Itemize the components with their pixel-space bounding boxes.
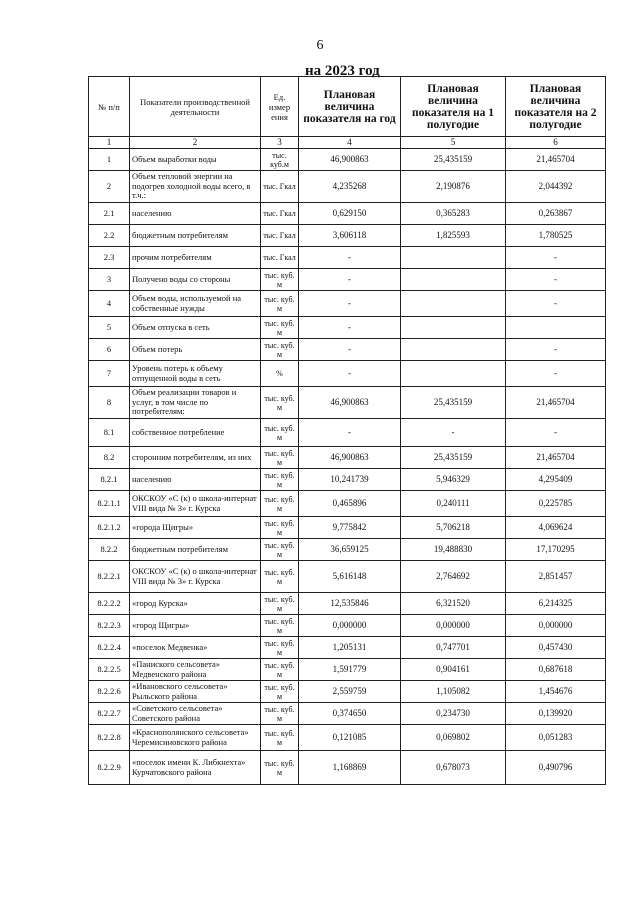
header-indicator: Показатели производственной деятельности [130,77,261,137]
row-plan-h2-value: 21,465704 [506,387,606,419]
row-number: 8.2.2.7 [89,703,130,725]
row-indicator-name: бюджетным потребителям [130,539,261,561]
row-indicator-name: бюджетным потребителям [130,225,261,247]
table-body [89,149,606,785]
row-indicator-name: «Ивановского сельсовета» Рыльского района [130,681,261,703]
column-number: 1 [89,137,130,149]
row-unit: тыс. куб.м [261,149,299,171]
row-unit: тыс. куб. м [261,659,299,681]
row-plan-h1-value: 0,365283 [401,203,506,225]
row-indicator-name: «поселок Медвенка» [130,637,261,659]
row-indicator-name: населению [130,203,261,225]
row-unit: тыс. куб. м [261,517,299,539]
row-plan-year-value: - [299,247,401,269]
row-number: 5 [89,317,130,339]
row-plan-h1-value: 0,747701 [401,637,506,659]
row-number: 8.1 [89,419,130,447]
row-indicator-name: Объем выработки воды [130,149,261,171]
row-unit: тыс. куб. м [261,703,299,725]
table-row [89,659,606,681]
row-indicator-name: ОКСКОУ «С (к) о школа-интернат VIII вида № 3» г. Курска [130,561,261,593]
row-plan-h2-value: - [506,419,606,447]
row-indicator-name: Объем тепловой энергии на подогрев холодной воды всего, в т.ч.: [130,171,261,203]
row-unit: тыс. куб. м [261,725,299,751]
row-unit: тыс. куб. м [261,637,299,659]
row-unit: тыс. куб. м [261,387,299,419]
row-plan-h1-value: 0,678073 [401,751,506,785]
row-indicator-name: «Паниского сельсовета» Медвенского района [130,659,261,681]
row-plan-year-value: 1,591779 [299,659,401,681]
row-unit: тыс. куб. м [261,419,299,447]
row-indicator-name: населению [130,469,261,491]
row-plan-h2-value: 2,044392 [506,171,606,203]
row-unit: тыс. куб. м [261,469,299,491]
row-plan-h2-value: - [506,291,606,317]
row-plan-h2-value [506,317,606,339]
row-unit: тыс. куб. м [261,491,299,517]
row-unit: тыс. куб. м [261,291,299,317]
row-plan-h1-value: 0,234730 [401,703,506,725]
row-plan-year-value: 36,659125 [299,539,401,561]
row-plan-h2-value: 4,295409 [506,469,606,491]
header-unit: Ед. измер ения [261,77,299,137]
row-plan-year-value: 12,535846 [299,593,401,615]
row-plan-h2-value: 4,069624 [506,517,606,539]
row-plan-h1-value: 0,069802 [401,725,506,751]
row-unit: % [261,361,299,387]
row-plan-h2-value: 0,000000 [506,615,606,637]
row-number: 8.2.2.5 [89,659,130,681]
row-number: 8.2.2.2 [89,593,130,615]
row-plan-year-value: 0,629150 [299,203,401,225]
row-plan-h1-value: 5,946329 [401,469,506,491]
table-row [89,593,606,615]
row-plan-h1-value: 19,488830 [401,539,506,561]
row-number: 2.3 [89,247,130,269]
row-plan-year-value: 9,775842 [299,517,401,539]
row-unit: тыс. Гкал [261,247,299,269]
header-plan-h2: Плановая величина показателя на 2 полугодие [506,77,606,137]
row-plan-year-value: - [299,361,401,387]
table-row [89,317,606,339]
row-number: 8.2.2.4 [89,637,130,659]
column-number: 6 [506,137,606,149]
row-indicator-name: «поселок имени К. Либкнехта» Курчатовского района [130,751,261,785]
row-plan-h2-value: 21,465704 [506,149,606,171]
row-unit: тыс. куб. м [261,681,299,703]
row-indicator-name: «город Курска» [130,593,261,615]
row-plan-h1-value: 0,000000 [401,615,506,637]
row-indicator-name: Объем потерь [130,339,261,361]
row-plan-year-value: 0,465896 [299,491,401,517]
row-indicator-name: «города Щигры» [130,517,261,539]
row-number: 8.2.2.9 [89,751,130,785]
row-plan-h1-value: 25,435159 [401,387,506,419]
row-plan-h2-value: 0,139920 [506,703,606,725]
row-plan-year-value: 0,000000 [299,615,401,637]
row-number: 2.1 [89,203,130,225]
row-unit: тыс. куб. м [261,339,299,361]
row-plan-h2-value: 6,214325 [506,593,606,615]
table-row [89,149,606,171]
row-number: 8.2.2 [89,539,130,561]
table-row [89,339,606,361]
row-indicator-name: собственное потребление [130,419,261,447]
row-plan-h1-value: 5,706218 [401,517,506,539]
row-indicator-name: сторонним потребителям, из них [130,447,261,469]
row-plan-year-value: - [299,419,401,447]
header-plan-year: Плановая величина показателя на год [299,77,401,137]
row-indicator-name: Объем реализации товаров и услуг, в том числе по потребителям: [130,387,261,419]
row-plan-year-value: 10,241739 [299,469,401,491]
row-unit: тыс. Гкал [261,171,299,203]
row-number: 8.2.1.2 [89,517,130,539]
row-plan-year-value: 1,205131 [299,637,401,659]
table-row [89,637,606,659]
row-unit: тыс. куб. м [261,539,299,561]
row-plan-h1-value: 1,105082 [401,681,506,703]
table-row [89,387,606,419]
row-plan-h1-value [401,291,506,317]
row-plan-h2-value: - [506,247,606,269]
row-plan-h2-value: 0,225785 [506,491,606,517]
row-number: 2 [89,171,130,203]
row-unit: тыс. куб. м [261,615,299,637]
table-row [89,751,606,785]
row-unit: тыс. куб. м [261,751,299,785]
row-plan-h2-value: 1,780525 [506,225,606,247]
row-plan-h2-value: - [506,269,606,291]
row-plan-h1-value: 2,190876 [401,171,506,203]
row-indicator-name: «Краснополянского сельсовета» Черемисиновского района [130,725,261,751]
table-row [89,225,606,247]
column-number-row [89,137,606,149]
table-row [89,615,606,637]
row-plan-h1-value [401,317,506,339]
table-row [89,681,606,703]
row-plan-year-value: 46,900863 [299,447,401,469]
row-plan-h1-value [401,339,506,361]
row-plan-h1-value [401,269,506,291]
row-indicator-name: Объем отпуска в сеть [130,317,261,339]
row-plan-h2-value: 2,851457 [506,561,606,593]
table-row [89,203,606,225]
row-number: 8.2.2.1 [89,561,130,593]
row-plan-year-value: 3,606118 [299,225,401,247]
row-number: 8 [89,387,130,419]
table-row [89,291,606,317]
row-number: 2.2 [89,225,130,247]
row-indicator-name: ОКСКОУ «С (к) о школа-интернат VIII вида № 3» г. Курска [130,491,261,517]
row-plan-h1-value: 0,904161 [401,659,506,681]
row-plan-h2-value: 0,687618 [506,659,606,681]
row-number: 8.2.2.3 [89,615,130,637]
row-number: 8.2.2.6 [89,681,130,703]
row-plan-h1-value: 0,240111 [401,491,506,517]
row-unit: тыс. куб. м [261,269,299,291]
row-plan-h2-value: - [506,339,606,361]
row-plan-year-value: - [299,339,401,361]
page-number: 6 [316,38,324,53]
row-indicator-name: Объем воды, используемой на собственные нужды [130,291,261,317]
table-row [89,703,606,725]
row-plan-h1-value: 1,825593 [401,225,506,247]
production-indicators-table [88,76,606,785]
row-plan-year-value: 2,559759 [299,681,401,703]
row-number: 8.2 [89,447,130,469]
table-row [89,725,606,751]
row-plan-year-value: 0,121085 [299,725,401,751]
table-row [89,517,606,539]
row-number: 6 [89,339,130,361]
row-plan-year-value: 0,374650 [299,703,401,725]
row-indicator-name: Получено воды со стороны [130,269,261,291]
row-number: 4 [89,291,130,317]
table-row [89,469,606,491]
table-row [89,447,606,469]
row-number: 8.2.1 [89,469,130,491]
column-number: 3 [261,137,299,149]
row-number: 7 [89,361,130,387]
row-plan-h2-value: 0,490796 [506,751,606,785]
row-plan-year-value: 5,616148 [299,561,401,593]
header-row [89,77,606,137]
row-plan-year-value: - [299,291,401,317]
row-plan-h2-value: 0,051283 [506,725,606,751]
row-number: 8.2.2.8 [89,725,130,751]
header-plan-h1: Плановая величина показателя на 1 полугодие [401,77,506,137]
row-plan-h2-value: 17,170295 [506,539,606,561]
row-plan-year-value: 1,168869 [299,751,401,785]
row-unit: тыс. куб. м [261,593,299,615]
row-indicator-name: «Советского сельсовета» Советского района [130,703,261,725]
header-num: № п/п [89,77,130,137]
row-plan-h1-value: 25,435159 [401,149,506,171]
row-plan-h1-value [401,361,506,387]
row-indicator-name: «город Щигры» [130,615,261,637]
column-number: 5 [401,137,506,149]
table-row [89,269,606,291]
table-row [89,561,606,593]
table-row [89,247,606,269]
row-plan-h1-value: 25,435159 [401,447,506,469]
year-title: на 2023 год [305,63,380,79]
row-plan-h2-value: 0,457430 [506,637,606,659]
row-plan-year-value: - [299,269,401,291]
row-plan-h1-value [401,247,506,269]
row-number: 8.2.1.1 [89,491,130,517]
row-plan-h1-value: - [401,419,506,447]
column-number: 4 [299,137,401,149]
row-plan-h2-value: 1,454676 [506,681,606,703]
table-row [89,491,606,517]
table-row [89,419,606,447]
row-plan-year-value: - [299,317,401,339]
row-indicator-name: прочим потребителям [130,247,261,269]
row-plan-year-value: 46,900863 [299,149,401,171]
row-plan-year-value: 46,900863 [299,387,401,419]
row-plan-h1-value: 6,321520 [401,593,506,615]
row-plan-h1-value: 2,764692 [401,561,506,593]
column-number: 2 [130,137,261,149]
row-plan-h2-value: - [506,361,606,387]
row-unit: тыс. куб. м [261,447,299,469]
row-plan-h2-value: 0,263867 [506,203,606,225]
table-row [89,361,606,387]
row-plan-h2-value: 21,465704 [506,447,606,469]
table-row [89,171,606,203]
row-indicator-name: Уровень потерь к объему отпущенной воды в сеть [130,361,261,387]
row-unit: тыс. куб. м [261,561,299,593]
row-plan-year-value: 4,235268 [299,171,401,203]
row-unit: тыс. куб. м [261,317,299,339]
row-number: 1 [89,149,130,171]
row-unit: тыс. Гкал [261,203,299,225]
row-unit: тыс. Гкал [261,225,299,247]
table-row [89,539,606,561]
row-number: 3 [89,269,130,291]
